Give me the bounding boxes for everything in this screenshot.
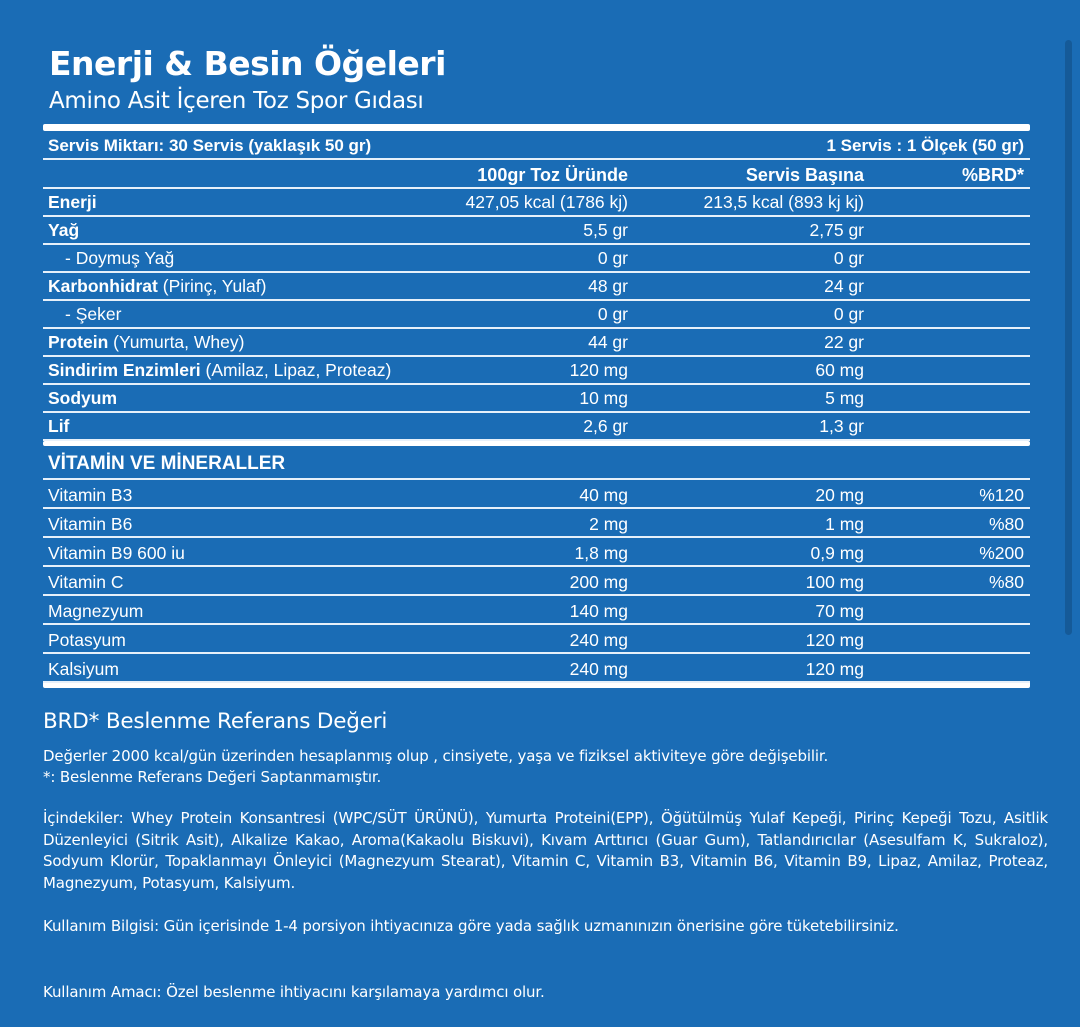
nutrient-name: Sindirim Enzimleri	[48, 360, 201, 380]
vitamin-row	[43, 509, 1030, 538]
ingredients-text: İçindekiler: Whey Protein Konsantresi (WPC/SÜT ÜRÜNÜ), Yumurta Proteini(EPP), Öğütülmüş Yulaf Kepeği, Pirinç Kepeği Tozu, Asitlik Düzenleyici (Sitrik Asit), Alkalize Kakao, Aroma(Kakaolu Biskuvi), Kıvam Arttırıcı (Guar Gum), Tatlandırıcılar (Asesulfam K, Sukraloz), Sodyum Klorür, Topaklanmayı Önleyici (Magnezyum Stearat), Vitamin C, Vitamin B3, Vitamin B6, Vitamin B9, Lipaz, Amilaz, Proteaz, Magnezyum, Potasyum, Kalsiyum.	[43, 809, 1048, 892]
vitamin-name: Vitamin B3	[48, 485, 133, 505]
nutrient-name: Yağ	[48, 220, 80, 240]
serving-amount: Servis Miktarı: 30 Servis (yaklaşık 50 gr)	[48, 136, 372, 155]
value-per-serving: 120 mg	[805, 659, 864, 679]
value-per100: 10 mg	[579, 388, 628, 408]
nutrient-label	[48, 357, 391, 383]
value-per100: 44 gr	[588, 332, 628, 352]
nutrient-label	[48, 273, 266, 299]
page-title: Enerji & Besin Öğeleri	[49, 44, 446, 83]
nutrient-label	[65, 301, 121, 327]
value-per100: 48 gr	[588, 276, 628, 296]
value-per100: 1,8 mg	[574, 543, 628, 563]
nutrient-name: Enerji	[48, 192, 97, 212]
value-per-serving: 1,3 gr	[819, 416, 864, 436]
nutrient-label	[48, 385, 117, 411]
vitamin-row	[43, 480, 1030, 509]
nutrition-table	[43, 124, 1030, 688]
nutrient-name: Protein	[48, 332, 109, 352]
value-per-serving: 24 gr	[824, 276, 864, 296]
vitamins-section-header	[43, 446, 1030, 480]
nutrient-row	[43, 301, 1030, 329]
nutrient-row	[43, 245, 1030, 273]
nutrient-label	[48, 413, 69, 439]
brd-note-not-set: *: Beslenme Referans Değeri Saptanmamıştır.	[43, 768, 382, 786]
value-per-serving: 5 mg	[825, 388, 864, 408]
value-per-serving: 0 gr	[833, 248, 864, 268]
vitamin-row	[43, 567, 1030, 596]
nutrient-row	[43, 329, 1030, 357]
serving-info-row	[43, 131, 1030, 160]
value-brd: %80	[988, 572, 1024, 592]
value-brd: %200	[979, 543, 1024, 563]
value-per-serving: 20 mg	[815, 485, 864, 505]
value-per100: 0 gr	[597, 248, 628, 268]
value-per-serving: 213,5 kcal (893 kj kj)	[703, 192, 864, 212]
value-per-serving: 22 gr	[824, 332, 864, 352]
vitamin-name: Vitamin B9 600 iu	[48, 543, 185, 563]
page-subtitle: Amino Asit İçeren Toz Spor Gıdası	[49, 88, 424, 114]
value-per100: 5,5 gr	[583, 220, 628, 240]
vitamin-name: Vitamin B6	[48, 514, 133, 534]
nutrient-detail: (Yumurta, Whey)	[108, 332, 245, 352]
value-per100: 40 mg	[579, 485, 628, 505]
brd-definition-title: BRD* Beslenme Referans Değeri	[43, 709, 388, 734]
table-top-divider	[43, 124, 1030, 131]
nutrient-name: - Doymuş Yağ	[65, 248, 175, 268]
serving-size: 1 Servis : 1 Ölçek (50 gr)	[826, 136, 1024, 155]
value-per-serving: 70 mg	[815, 601, 864, 621]
value-per100: 140 mg	[569, 601, 628, 621]
nutrient-name: Sodyum	[48, 388, 118, 408]
vitamin-row	[43, 538, 1030, 567]
brd-note-values: Değerler 2000 kcal/gün üzerinden hesaplanmış olup , cinsiyete, yaşa ve fiziksel aktiviteye göre değişebilir.	[43, 747, 829, 765]
value-per100: 2,6 gr	[583, 416, 628, 436]
vitamins-section-title: VİTAMİN VE MİNERALLER	[48, 453, 286, 474]
nutrient-rows	[43, 189, 1030, 441]
value-per100: 200 mg	[569, 572, 628, 592]
column-header-per100: 100gr Toz Üründe	[477, 165, 628, 185]
value-per100: 240 mg	[569, 630, 628, 650]
vitamin-name: Potasyum	[48, 630, 126, 650]
nutrient-row	[43, 217, 1030, 245]
nutrient-row	[43, 385, 1030, 413]
vitamin-name: Magnezyum	[48, 601, 144, 621]
vitamin-name: Kalsiyum	[48, 659, 119, 679]
value-brd: %120	[979, 485, 1024, 505]
vitamin-name: Vitamin C	[48, 572, 124, 592]
value-per-serving: 0 gr	[833, 304, 864, 324]
vitamin-row	[43, 625, 1030, 654]
value-per-serving: 60 mg	[815, 360, 864, 380]
value-per100: 0 gr	[597, 304, 628, 324]
column-header-brd: %BRD*	[961, 165, 1024, 185]
value-per100: 240 mg	[569, 659, 628, 679]
value-per-serving: 2,75 gr	[809, 220, 864, 240]
vitamin-rows	[43, 480, 1030, 683]
vitamin-row	[43, 654, 1030, 683]
usage-purpose-text: Kullanım Amacı: Özel beslenme ihtiyacını karşılamaya yardımcı olur.	[43, 983, 545, 1001]
nutrient-name: Lif	[48, 416, 70, 436]
value-per100: 2 mg	[589, 514, 628, 534]
nutrient-name: Karbonhidrat	[48, 276, 158, 296]
value-per-serving: 1 mg	[825, 514, 864, 534]
value-per100: 120 mg	[569, 360, 628, 380]
nutrient-row	[43, 413, 1030, 441]
nutrient-detail: (Pirinç, Yulaf)	[157, 276, 267, 296]
column-header-row	[43, 160, 1030, 189]
column-header-per-serving: Servis Başına	[745, 165, 864, 185]
vertical-scrollbar[interactable]	[1065, 40, 1072, 635]
value-per100: 427,05 kcal (1786 kj)	[465, 192, 628, 212]
nutrient-row	[43, 189, 1030, 217]
nutrient-label	[48, 329, 244, 355]
vitamin-row	[43, 596, 1030, 625]
nutrient-detail: (Amilaz, Lipaz, Proteaz)	[200, 360, 392, 380]
nutrient-name: - Şeker	[65, 304, 122, 324]
nutrient-label	[48, 217, 79, 243]
usage-info-text: Kullanım Bilgisi: Gün içerisinde 1-4 porsiyon ihtiyacınıza göre yada sağlık uzmanınızın önerisine göre tüketebilirsiniz.	[43, 917, 899, 935]
nutrient-label	[48, 189, 97, 215]
nutrient-row	[43, 357, 1030, 385]
value-per-serving: 0,9 mg	[810, 543, 864, 563]
value-per-serving: 100 mg	[805, 572, 864, 592]
nutrient-row	[43, 273, 1030, 301]
value-per-serving: 120 mg	[805, 630, 864, 650]
nutrient-label	[65, 245, 174, 271]
value-brd: %80	[988, 514, 1024, 534]
